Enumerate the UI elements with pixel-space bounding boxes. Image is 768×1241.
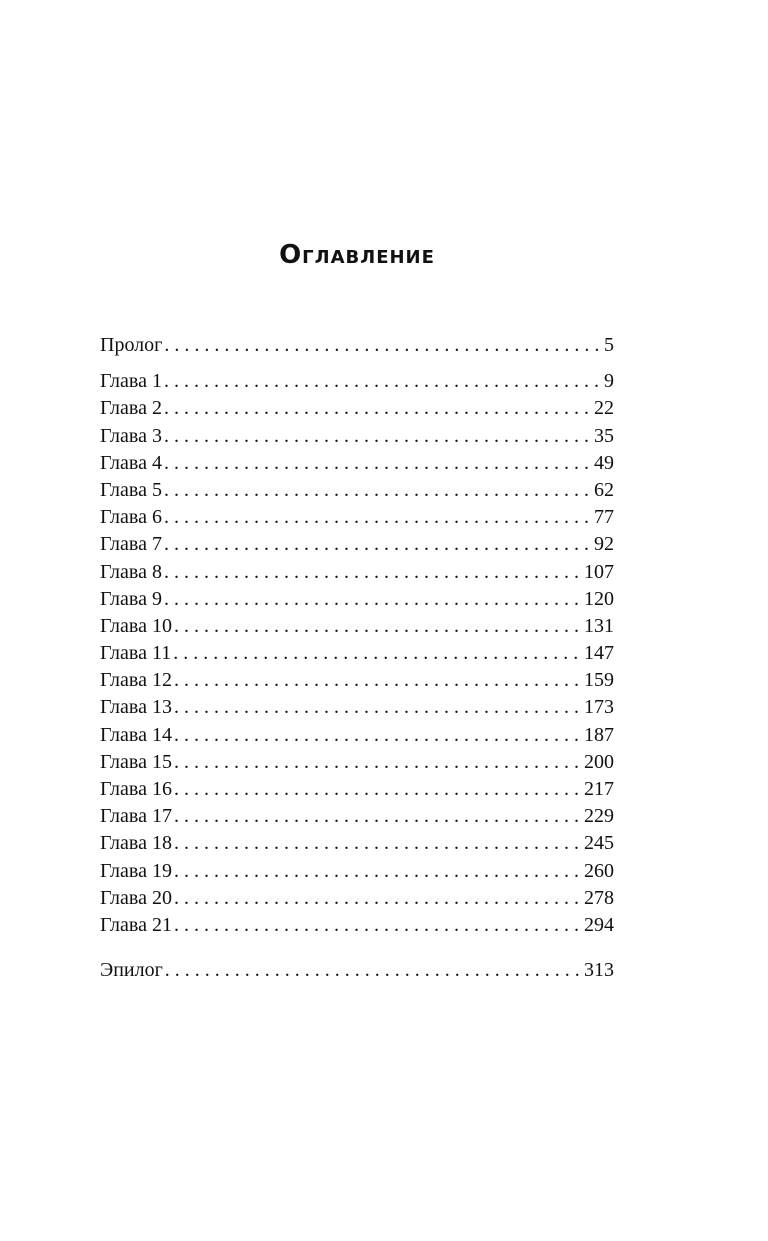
- toc-entry-label: Глава 13: [100, 696, 172, 719]
- toc-entry-chapter[interactable]: [100, 776, 614, 803]
- toc-entry-label: Глава 17: [100, 805, 172, 828]
- toc-leader-dots: [164, 504, 590, 531]
- toc-entry-page: 9: [604, 370, 614, 393]
- toc-entry-label: Глава 16: [100, 778, 172, 800]
- toc-entry-label: Глава 4: [100, 451, 162, 474]
- toc-leader-dots: [164, 477, 590, 504]
- toc-leader-dots: [165, 957, 580, 984]
- toc-entry-label: Глава 1: [100, 370, 162, 393]
- toc-entry-chapter[interactable]: [100, 504, 614, 531]
- toc-leader-dots: [164, 332, 600, 359]
- toc-entry-chapter[interactable]: [100, 423, 614, 450]
- toc-entry-label: Глава 7: [100, 533, 162, 556]
- toc-entry-label: Глава 11: [100, 642, 172, 665]
- toc-entry-label: Глава 10: [100, 614, 172, 637]
- toc-entry-page: 49: [594, 451, 614, 474]
- toc-entry-chapter[interactable]: [100, 830, 614, 857]
- toc-entry-label: Глава 3: [100, 424, 162, 447]
- toc-entry-page: 147: [584, 642, 614, 665]
- toc-leader-dots: [174, 722, 580, 749]
- toc-entry-chapter[interactable]: [100, 640, 614, 667]
- toc-entry-label: Глава 15: [100, 750, 172, 773]
- toc-entry-page: 313: [584, 959, 614, 982]
- toc-entry-chapter[interactable]: [100, 667, 614, 694]
- toc-leader-dots: [164, 559, 580, 586]
- toc-entry-page: 173: [584, 696, 614, 719]
- toc-entry-page: 278: [584, 886, 614, 909]
- toc-entry-label: Глава 14: [100, 723, 172, 746]
- toc-entry-page: 120: [584, 587, 614, 610]
- toc-entry-page: 187: [584, 723, 614, 746]
- toc-entry-page: 229: [584, 805, 614, 828]
- toc-leader-dots: [174, 749, 580, 776]
- toc-entry-page: 77: [594, 506, 614, 529]
- toc-entry-label: Глава 2: [100, 397, 162, 420]
- toc-entry-page: 260: [584, 859, 614, 882]
- toc-entry-chapter[interactable]: [100, 885, 614, 912]
- toc-entry-label: Глава 12: [100, 669, 172, 692]
- toc-entry-chapter[interactable]: [100, 694, 614, 721]
- toc-leader-dots: [174, 694, 580, 721]
- toc-entry-page: 92: [594, 533, 614, 556]
- toc-entry-label: Глава 6: [100, 506, 162, 529]
- toc-leader-dots: [164, 395, 590, 422]
- toc-entry-page: 62: [594, 478, 614, 501]
- toc-entry-label: Глава 9: [100, 587, 162, 610]
- toc-entry-label: Глава 21: [100, 913, 172, 936]
- toc-entry-chapter[interactable]: [100, 722, 614, 749]
- page-title: Оглавление: [279, 240, 435, 270]
- toc-entry-chapter[interactable]: [100, 586, 614, 613]
- toc-entry-label: Глава 8: [100, 560, 162, 583]
- toc-leader-dots: [164, 586, 580, 613]
- toc-leader-dots: [174, 912, 580, 939]
- toc-leader-dots: [174, 830, 580, 857]
- table-of-contents: [100, 332, 614, 984]
- toc-leader-dots: [174, 858, 580, 885]
- toc-entry-epilogue[interactable]: [100, 957, 614, 984]
- toc-entry-label: Глава 18: [100, 832, 172, 855]
- section-spacer: [100, 939, 614, 957]
- toc-entry-chapter[interactable]: [100, 531, 614, 558]
- toc-entry-prologue[interactable]: [100, 332, 614, 359]
- toc-entry-page: 159: [584, 669, 614, 692]
- toc-entry-chapter[interactable]: [100, 477, 614, 504]
- toc-leader-dots: [174, 667, 580, 694]
- toc-leader-dots: [173, 640, 580, 667]
- toc-entry-page: 22: [594, 397, 614, 420]
- toc-entry-label: Пролог: [100, 334, 163, 356]
- toc-entry-label: Глава 19: [100, 859, 172, 882]
- toc-entry-page: 294: [584, 913, 614, 936]
- toc-leader-dots: [174, 776, 580, 803]
- toc-entry-label: Глава 20: [100, 886, 172, 909]
- toc-leader-dots: [164, 531, 590, 558]
- section-spacer: [100, 359, 614, 368]
- toc-leader-dots: [164, 423, 590, 450]
- toc-entry-chapter[interactable]: [100, 450, 614, 477]
- toc-entry-chapter[interactable]: [100, 613, 614, 640]
- toc-leader-dots: [174, 885, 580, 912]
- toc-entry-chapter[interactable]: [100, 858, 614, 885]
- toc-entry-chapter[interactable]: [100, 368, 614, 395]
- toc-entry-chapter[interactable]: [100, 803, 614, 830]
- toc-leader-dots: [164, 368, 600, 395]
- toc-entry-page: 131: [584, 614, 614, 637]
- toc-entry-label: Глава 5: [100, 478, 162, 501]
- toc-leader-dots: [164, 450, 590, 477]
- toc-entry-label: Эпилог: [100, 959, 163, 982]
- toc-entry-page: 35: [594, 424, 614, 447]
- toc-entry-page: 245: [584, 832, 614, 855]
- toc-entry-page: 107: [584, 560, 614, 583]
- toc-entry-chapter[interactable]: [100, 749, 614, 776]
- toc-entry-page: 5: [604, 334, 614, 356]
- toc-entry-chapter[interactable]: [100, 559, 614, 586]
- toc-leader-dots: [174, 613, 580, 640]
- toc-entry-chapter[interactable]: [100, 912, 614, 939]
- toc-entry-page: 200: [584, 750, 614, 773]
- toc-entry-page: 217: [584, 778, 614, 800]
- toc-entry-chapter[interactable]: [100, 395, 614, 422]
- toc-leader-dots: [174, 803, 580, 830]
